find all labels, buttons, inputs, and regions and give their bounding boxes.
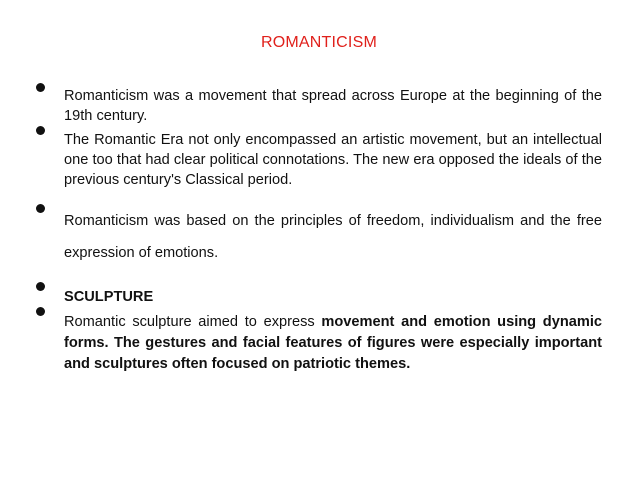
paragraph-sculpture-bold: movement and emotion using dynamic forms. The gestures and facial features of figures were especially important and sculptures often focused on patriotic themes.: [64, 314, 603, 372]
paragraph-sculpture-plain: Romantic sculpture aimed to express: [64, 314, 322, 330]
slide-title: ROMANTICISM: [261, 34, 377, 51]
section-heading-sculpture: SCULPTURE: [64, 289, 154, 305]
bullet-5: [36, 307, 45, 316]
paragraph-sculpture: [64, 312, 602, 375]
bullet-1: [36, 83, 45, 92]
paragraph-1: Romanticism was a movement that spread across Europe at the beginning of the 19th century.: [64, 88, 602, 124]
bullet-2: [36, 126, 45, 135]
paragraph-2: The Romantic Era not only encompassed an artistic movement, but an intellectual one too that had clear political connotations. The new era opposed the ideals of the previous century's Classical period.: [64, 132, 602, 188]
paragraph-3: Romanticism was based on the principles of freedom, individualism and the free expression of emotions.: [64, 213, 602, 261]
bullet-3: [36, 204, 45, 213]
bullet-4: [36, 282, 45, 291]
